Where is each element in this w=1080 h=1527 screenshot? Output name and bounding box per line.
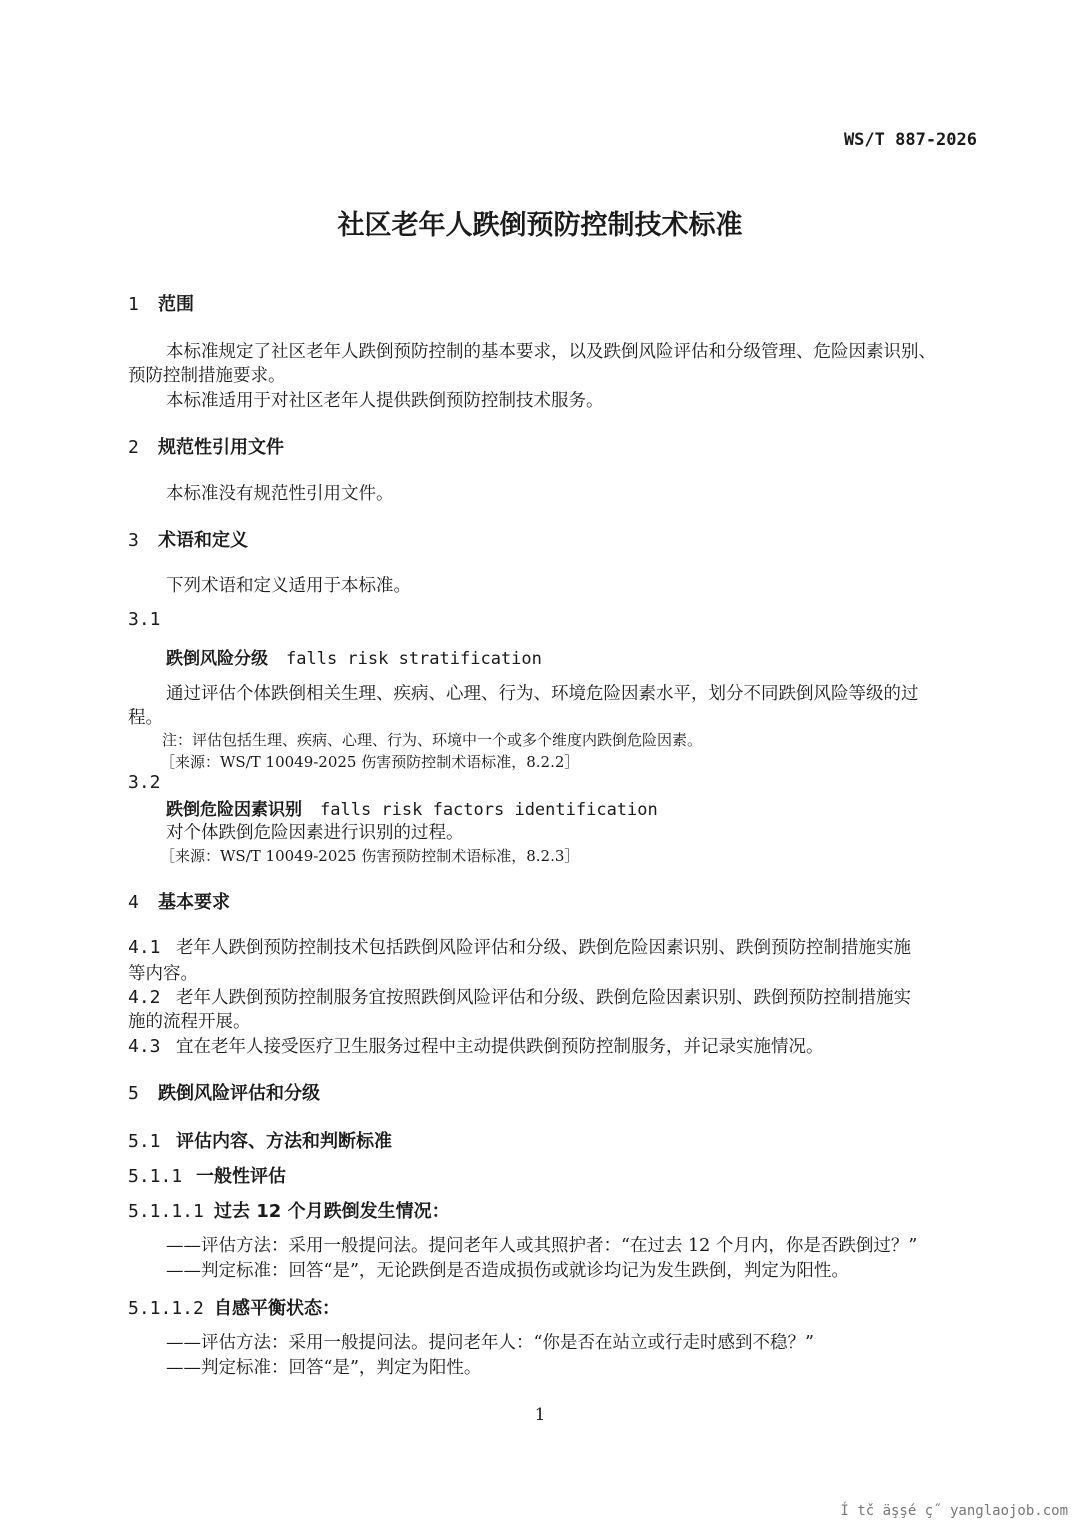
section-4-heading [128, 888, 230, 914]
term-definition: 通过评估个体跌倒相关生理、疾病、心理、行为、环境危险因素水平，划分不同跌倒风险等级的过 [166, 684, 919, 704]
clause-4-1: 4.1 老年人跌倒预防控制技术包括跌倒风险评估和分级、跌倒危险因素识别、跌倒预防控制措施实施 [128, 937, 911, 958]
paragraph: 本标准没有规范性引用文件。 [166, 484, 394, 504]
clause-4-1-cont: 等内容。 [128, 964, 198, 984]
watermark: Í tč äşşé ç˝ yanglaojob.com [840, 1503, 1068, 1519]
section-number: 4 [128, 892, 139, 913]
term-source: ［来源：WS/T 10049-2025 伤害预防控制术语标准，8.2.2］ [160, 753, 580, 771]
standard-number: WS/T 887-2026 [843, 130, 977, 150]
section-title: 术语和定义 [158, 530, 248, 551]
term-definition: 对个体跌倒危险因素进行识别的过程。 [166, 823, 464, 843]
clause-4-2: 4.2 老年人跌倒预防控制服务宜按照跌倒风险评估和分级、跌倒危险因素识别、跌倒预防控制措施实 [128, 987, 911, 1008]
paragraph: 预防控制措施要求。 [128, 366, 286, 386]
clause-5-1-1-1-heading: 5.1.1.1 过去 12 个月跌倒发生情况： [128, 1201, 450, 1222]
section-2-heading [128, 433, 284, 459]
term-number: 3.1 [128, 609, 161, 630]
term-english: falls risk stratification [286, 649, 542, 669]
subsection-5-1-1-heading: 5.1.1 一般性评估 [128, 1166, 286, 1187]
section-number: 5 [128, 1083, 139, 1104]
term-definition: 程。 [128, 708, 163, 728]
term-entry [166, 644, 542, 669]
term-english: falls risk factors identification [320, 800, 658, 820]
page-number: 1 [534, 1405, 546, 1425]
section-number: 2 [128, 437, 139, 458]
section-number: 3 [128, 530, 139, 551]
section-5-heading [128, 1079, 320, 1105]
section-title: 跌倒风险评估和分级 [158, 1083, 320, 1104]
assessment-method: ——评估方法：采用一般提问法。提问老年人或其照护者：“在过去 12 个月内，你是否跌倒过？” [166, 1236, 918, 1256]
assessment-criteria: ——判定标准：回答“是”，无论跌倒是否造成损伤或就诊均记为发生跌倒，判定为阳性。 [166, 1261, 849, 1281]
clause-4-3: 4.3 宜在老年人接受医疗卫生服务过程中主动提供跌倒预防控制服务，并记录实施情况。 [128, 1036, 824, 1057]
paragraph: 本标准适用于对社区老年人提供跌倒预防控制技术服务。 [166, 391, 604, 411]
section-title: 规范性引用文件 [158, 437, 284, 458]
term-entry [166, 795, 658, 820]
term-chinese: 跌倒危险因素识别 [166, 800, 302, 820]
paragraph: 下列术语和定义适用于本标准。 [166, 576, 411, 596]
assessment-method: ——评估方法：采用一般提问法。提问老年人：“你是否在站立或行走时感到不稳？” [166, 1333, 814, 1353]
paragraph: 本标准规定了社区老年人跌倒预防控制的基本要求，以及跌倒风险评估和分级管理、危险因素识别、 [166, 342, 936, 362]
subsection-5-1-heading: 5.1 评估内容、方法和判断标准 [128, 1131, 392, 1152]
page-title: 社区老年人跌倒预防控制技术标准 [337, 210, 743, 241]
term-chinese: 跌倒风险分级 [166, 649, 268, 669]
section-number: 1 [128, 294, 139, 315]
clause-5-1-1-2-heading: 5.1.1.2 自感平衡状态： [128, 1298, 340, 1319]
assessment-criteria: ——判定标准：回答“是”，判定为阳性。 [166, 1358, 482, 1378]
section-3-heading [128, 526, 248, 552]
clause-4-2-cont: 施的流程开展。 [128, 1012, 251, 1032]
section-1-heading [128, 290, 194, 316]
section-title: 基本要求 [158, 892, 230, 913]
term-number: 3.2 [128, 772, 161, 793]
section-title: 范围 [158, 294, 194, 315]
term-note: 注：评估包括生理、疾病、心理、行为、环境中一个或多个维度内跌倒危险因素。 [162, 731, 703, 749]
term-source: ［来源：WS/T 10049-2025 伤害预防控制术语标准，8.2.3］ [160, 847, 580, 865]
